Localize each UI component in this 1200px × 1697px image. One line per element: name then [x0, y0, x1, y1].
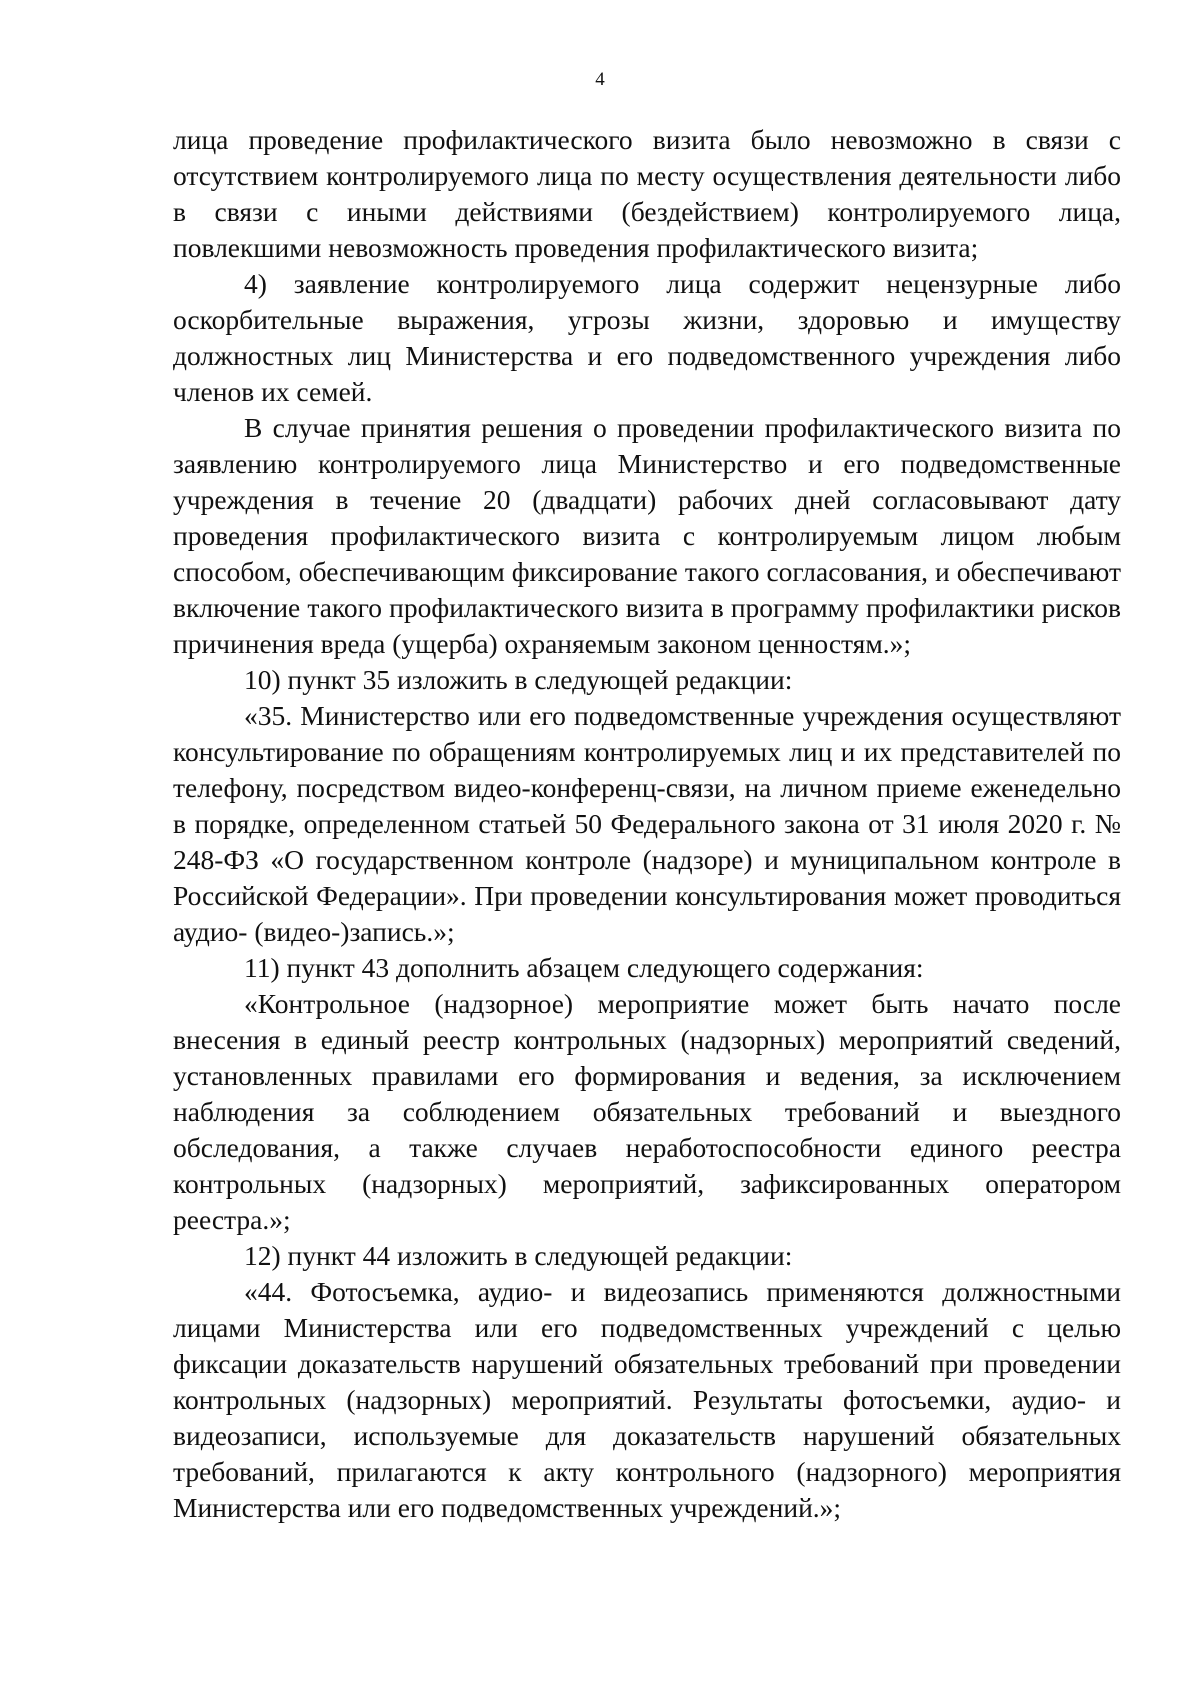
paragraph-amendment-12: 12) пункт 44 изложить в следующей редакции:	[244, 1240, 793, 1271]
paragraph-clause-44: «44. Фотосъемка, аудио- и видеозапись применяются должностными лицами Министерства или его подведомственных учреждений с целью фиксации доказательств нарушений обязательных требований при проведении контрольных (надзорных) мероприятий. Результаты фотосъемки, аудио- и видеозаписи, используемые для доказательств нарушений обязательных требований, прилагаются к акту контрольного (надзорного) мероприятия Министерства или его подведомственных учреждений.»;	[173, 1276, 1121, 1523]
paragraph-continuation: лица проведение профилактического визита было невозможно в связи с отсутствием контролируемого лица по месту осуществления деятельности либо в связи с иными действиями (бездействием) контролируемого лица, повлекшими невозможность проведения профилактического визита;	[173, 124, 1121, 263]
paragraph-item-4: 4) заявление контролируемого лица содержит нецензурные либо оскорбительные выражения, угрозы жизни, здоровью и имуществу должностных лиц Министерства и его подведомственного учреждения либо членов их семей.	[173, 268, 1121, 407]
paragraph-clause-43-addition: «Контрольное (надзорное) мероприятие может быть начато после внесения в единый реестр контрольных (надзорных) мероприятий сведений, установленных правилами его формирования и ведения, за исключением наблюдения за соблюдением обязательных требований и выездного обследования, а также случаев неработоспособности единого реестра контрольных (надзорных) мероприятий, зафиксированных оператором реестра.»;	[173, 988, 1121, 1235]
paragraph-clause-35: «35. Министерство или его подведомственные учреждения осуществляют консультирование по обращениям контролируемых лиц и их представителей по телефону, посредством видео-конференц-связи, на личном приеме еженедельно в порядке, определенном статьей 50 Федерального закона от 31 июля 2020 г. № 248-ФЗ «О государственном контроле (надзоре) и муниципальном контроле в Российской Федерации». При проведении консультирования может проводиться аудио- (видео-)запись.»;	[173, 700, 1121, 947]
paragraph-amendment-10: 10) пункт 35 изложить в следующей редакции:	[244, 664, 793, 695]
paragraph-visit-decision: В случае принятия решения о проведении профилактического визита по заявлению контролируемого лица Министерство и его подведомственные учреждения в течение 20 (двадцати) рабочих дней согласовывают дату проведения профилактического визита с контролируемым лицом любым способом, обеспечивающим фиксирование такого согласования, и обеспечивают включение такого профилактического визита в программу профилактики рисков причинения вреда (ущерба) охраняемым законом ценностям.»;	[173, 412, 1121, 659]
page-number: 4	[595, 69, 605, 90]
paragraph-amendment-11: 11) пункт 43 дополнить абзацем следующего содержания:	[244, 952, 924, 983]
document-body	[173, 122, 1121, 1526]
